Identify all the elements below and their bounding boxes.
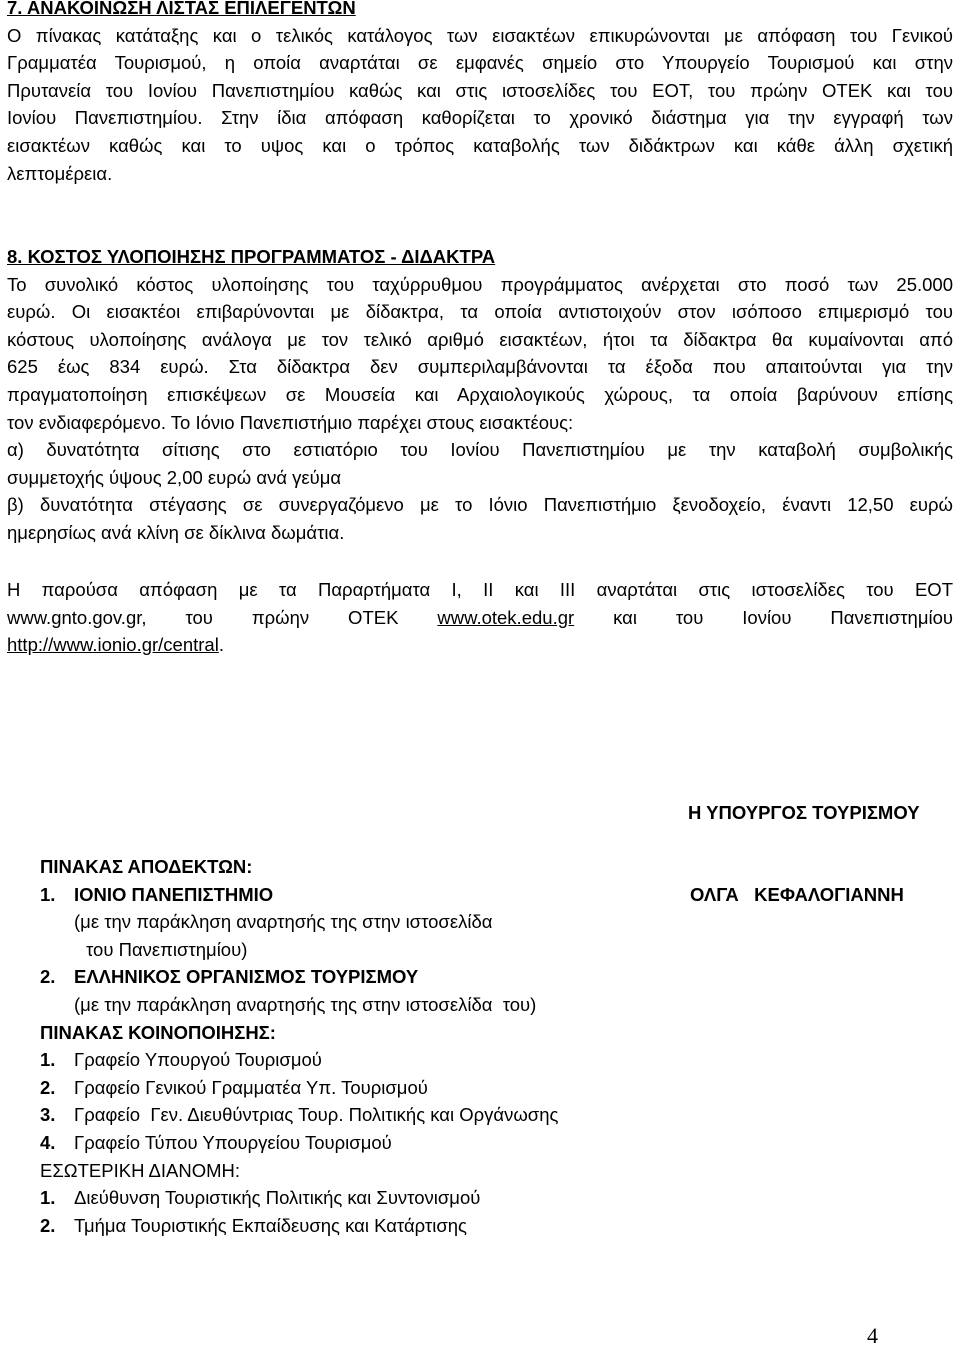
- section-8-line: ημερησίως ανά κλίνη σε δίκλινα δωμάτια.: [7, 521, 345, 543]
- item-number: 4.: [40, 1131, 56, 1153]
- item-label: Γραφείο Γεν. Διευθύντριας Τουρ. Πολιτικής και Οργάνωσης: [74, 1104, 559, 1126]
- publication-text: και του Ιονίου Πανεπιστημίου: [613, 606, 954, 628]
- list-item: [40, 1212, 660, 1240]
- item-label: Γραφείο Γενικού Γραμματέα Υπ. Τουρισμού: [74, 1076, 428, 1098]
- recipients-list: [40, 853, 660, 1239]
- section-8-line: Το συνολικό κόστος υλοποίησης του ταχύρρυθμου προγράμματος ανέρχεται στο ποσό των 25.000: [7, 273, 953, 295]
- recipients-heading: ΠΙΝΑΚΑΣ ΑΠΟΔΕΚΤΩΝ:: [40, 856, 253, 877]
- item-label: Γραφείο Τύπου Υπουργείου Τουρισμού: [74, 1131, 392, 1153]
- list-item: [40, 881, 660, 909]
- list-item: [40, 1101, 660, 1129]
- section-8-line: β) δυνατότητα στέγασης σε συνεργαζόμενο με το Ιόνιο Πανεπιστήμιο ξενοδοχείο, έναντι 12,50 ευρώ: [7, 494, 953, 516]
- section-7-line: Πρυτανεία του Ιονίου Πανεπιστημίου καθώς και στις ιστοσελίδες του ΕΟΤ, του πρώην ΟΤΕΚ και του: [7, 79, 953, 101]
- item-number: 2.: [40, 1076, 56, 1098]
- item-number: 2.: [40, 966, 56, 988]
- internal-heading: ΕΣΩΤΕΡΙΚΗ ΔΙΑΝΟΜΗ:: [40, 1159, 241, 1181]
- section-8-line: πραγματοποίηση επισκέψεων σε Μουσεία και Αρχαιολογικούς χώρους, τα οποία βαρύνουν επίσης: [7, 383, 953, 405]
- publication-period: .: [218, 634, 224, 656]
- section-7-line: Ο πίνακας κατάταξης και ο τελικός κατάλογος των εισακτέων επικυρώνονται με απόφαση του Γενικού: [7, 24, 953, 46]
- section-8-line: 625 έως 834 ευρώ. Στα δίδακτρα δεν συμπεριλαμβάνονται τα έξοδα που απαιτούνται για την: [7, 356, 953, 378]
- signature-name: ΟΛΓΑ ΚΕΦΑΛΟΓΙΑΝΝΗ: [690, 884, 904, 905]
- item-label: ΙΟΝΙΟ ΠΑΝΕΠΙΣΤΗΜΙΟ: [74, 883, 274, 905]
- section-7-line: Ιονίου Πανεπιστημίου. Στην ίδια απόφαση καθορίζεται το χρονικό διάστημα για την εγγραφή των: [7, 107, 953, 129]
- section-7-heading: 7. ΑΝΑΚΟΙΝΩΣΗ ΛΙΣΤΑΣ ΕΠΙΛΕΓΕΝΤΩΝ: [7, 0, 356, 18]
- section-8-heading: 8. ΚΟΣΤΟΣ ΥΛΟΠΟΙΗΣΗΣ ΠΡΟΓΡΑΜΜΑΤΟΣ - ΔΙΔΑΚΤΡΑ: [7, 246, 496, 267]
- section-8-line: ευρώ. Οι εισακτέοι επιβαρύνονται με δίδακτρα, τα οποία αντιστοιχούν στον ισόποσο επιμερισμό του: [7, 301, 953, 323]
- item-note: του Πανεπιστημίου): [86, 938, 248, 960]
- list-item: [40, 963, 660, 991]
- section-8-line: συμμετοχής ύψους 2,00 ευρώ ανά γεύμα: [7, 466, 342, 488]
- list-item: [40, 1129, 660, 1157]
- gnto-url-text: www.gnto.gov.gr, του πρώην ΟΤΕΚ: [7, 606, 399, 628]
- item-label: Διεύθυνση Τουριστικής Πολιτικής και Συντονισμού: [74, 1187, 481, 1209]
- section-8-line: τον ενδιαφερόμενο. Το Ιόνιο Πανεπιστήμιο παρέχει στους εισακτέους:: [7, 411, 574, 433]
- section-7: [7, 0, 953, 187]
- item-note: (με την παράκληση αναρτησής της στην ιστοσελίδα του): [74, 993, 537, 1015]
- item-number: 3.: [40, 1104, 56, 1126]
- item-number: 2.: [40, 1214, 56, 1236]
- publication-paragraph: [7, 576, 953, 659]
- item-label: ΕΛΛΗΝΙΚΟΣ ΟΡΓΑΝΙΣΜΟΣ ΤΟΥΡΙΣΜΟΥ: [74, 966, 419, 988]
- publication-line: Η παρούσα απόφαση με τα Παραρτήματα Ι, ΙΙ και ΙΙΙ αναρτάται στις ιστοσελίδες του ΕΟΤ: [7, 579, 953, 600]
- item-label: Τμήμα Τουριστικής Εκπαίδευσης και Κατάρτισης: [74, 1214, 467, 1236]
- section-7-line: λεπτομέρεια.: [7, 162, 113, 184]
- otek-link[interactable]: www.otek.edu.gr: [437, 606, 575, 628]
- list-item: [40, 1184, 660, 1212]
- list-item: [40, 1046, 660, 1074]
- section-7-line: εισακτέων καθώς και το υψος και ο τρόπος καταβολής των διδάκτρων και κάθε άλλη σχετική: [7, 134, 953, 156]
- list-item: [40, 1074, 660, 1102]
- ionio-link[interactable]: http://www.ionio.gr/central: [7, 634, 219, 656]
- notification-heading: ΠΙΝΑΚΑΣ ΚΟΙΝΟΠΟΙΗΣΗΣ:: [40, 1021, 276, 1043]
- publication-line: [7, 604, 953, 632]
- item-note: (με την παράκληση αναρτησής της στην ιστοσελίδα: [74, 911, 493, 933]
- item-number: 1.: [40, 1187, 56, 1209]
- section-8-line: κόστους υλοποίησης ανάλογα με τον τελικό αριθμό εισακτέων, ήτοι τα δίδακτρα θα κυμαίνονται από: [7, 328, 953, 350]
- item-number: 1.: [40, 1049, 56, 1071]
- section-7-line: Γραμματέα Τουρισμού, η οποία αναρτάται σε εμφανές σημείο στο Υπουργείο Τουρισμού και στην: [7, 52, 953, 74]
- item-label: Γραφείο Υπουργού Τουρισμού: [74, 1049, 322, 1071]
- item-number: 1.: [40, 883, 56, 905]
- section-8-line: α) δυνατότητα σίτισης στο εστιατόριο του Ιονίου Πανεπιστημίου με την καταβολή συμβολικής: [7, 439, 953, 461]
- publication-line: [7, 631, 953, 659]
- section-8: [7, 243, 953, 547]
- signature-title: Η ΥΠΟΥΡΓΟΣ ΤΟΥΡΙΣΜΟΥ: [688, 802, 920, 823]
- page-number: 4: [867, 1323, 878, 1348]
